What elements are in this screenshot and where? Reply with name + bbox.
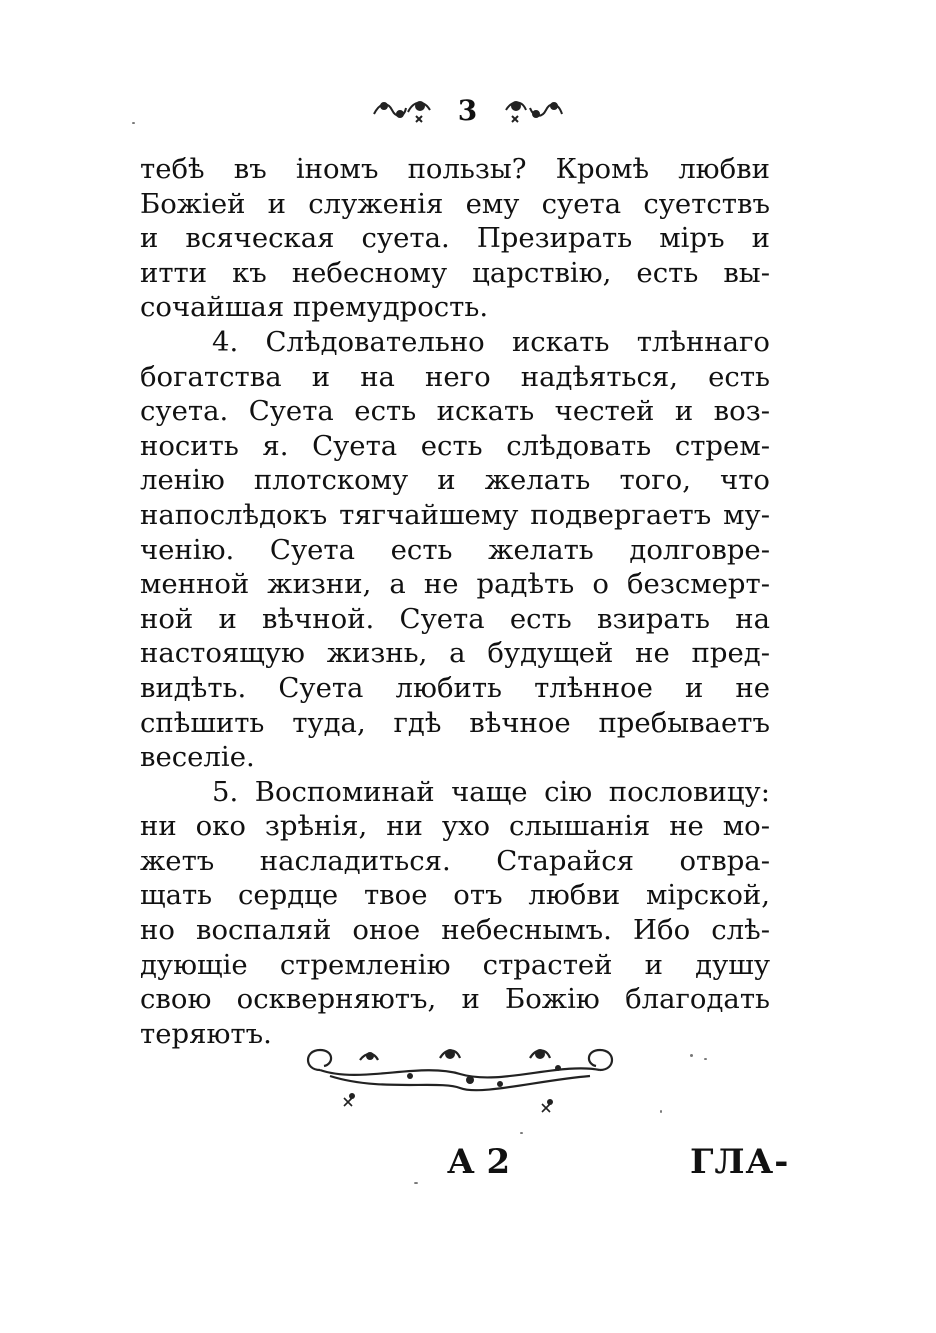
- text-line: напослѣдокъ тягчайшему подвергаетъ му-: [140, 498, 770, 531]
- ink-speck: [660, 1110, 662, 1113]
- text-line: и всяческая суета. Презирать міръ и: [140, 222, 770, 255]
- text-line: тебѣ въ іномъ пользы? Кромѣ любви: [140, 153, 770, 185]
- catchword: ГЛА-: [690, 1142, 790, 1182]
- text-line: щать сердце твое отъ любви мірской,: [140, 879, 770, 912]
- ink-speck: [132, 122, 135, 124]
- text-line: ленію плотскому и желать того, что: [140, 464, 770, 497]
- text-line: дующіе стремленію страстей и душу: [140, 948, 770, 981]
- text-line: суета. Суета есть искать честей и воз-: [140, 395, 770, 428]
- text-line: теряютъ.: [140, 1017, 272, 1050]
- ink-speck: [414, 1182, 418, 1184]
- ink-speck: [704, 1058, 707, 1060]
- running-header: [0, 92, 936, 128]
- text-line: сочайшая премудрость.: [140, 291, 489, 324]
- text-line: но воспаляй оное небеснымъ. Ибо слѣ-: [140, 914, 770, 947]
- text-line: свою оскверняютъ, и Божію благодать: [140, 983, 770, 1016]
- text-line: ни око зрѣнія, ни ухо слышанія не мо-: [140, 810, 770, 843]
- floral-ornament-icon: [370, 96, 436, 124]
- text-line: Божіей и служенія ему суета суетствъ: [140, 187, 770, 220]
- page-number: 3: [457, 93, 479, 127]
- text-line: спѣшить туда, гдѣ вѣчное пребываетъ: [140, 706, 770, 739]
- text-line: менной жизни, а не радѣть о безсмерт-: [140, 568, 770, 601]
- paragraph-5-start: 5. Воспоминай чаще сію пословицу:: [212, 775, 770, 808]
- text-line: итти къ небесному царствію, есть вы-: [140, 256, 770, 289]
- text-line: ной и вѣчной. Суета есть взирать на: [140, 602, 770, 635]
- signature-mark: А 2: [447, 1142, 511, 1182]
- text-line: носить я. Суета есть слѣдовать стрем-: [140, 429, 770, 462]
- text-line: веселіе.: [140, 741, 255, 774]
- page-footer: [0, 1142, 936, 1190]
- text-line: ченію. Суета есть желать долговре-: [140, 533, 770, 566]
- text-line: настоящую жизнь, а будущей не пред-: [140, 637, 770, 670]
- ink-speck: [520, 1132, 523, 1134]
- text-line: богатства и на него надѣяться, есть: [140, 360, 770, 393]
- text-line: жетъ насладиться. Старайся отвра-: [140, 844, 770, 877]
- text-line: видѣть. Суета любить тлѣнное и не: [140, 671, 770, 704]
- body-text: [140, 152, 770, 1051]
- paragraph-4-start: 4. Слѣдовательно искать тлѣннаго: [212, 325, 770, 358]
- floral-tailpiece-icon: [300, 1040, 620, 1120]
- floral-ornament-icon: [500, 96, 566, 124]
- ink-speck: [690, 1054, 693, 1057]
